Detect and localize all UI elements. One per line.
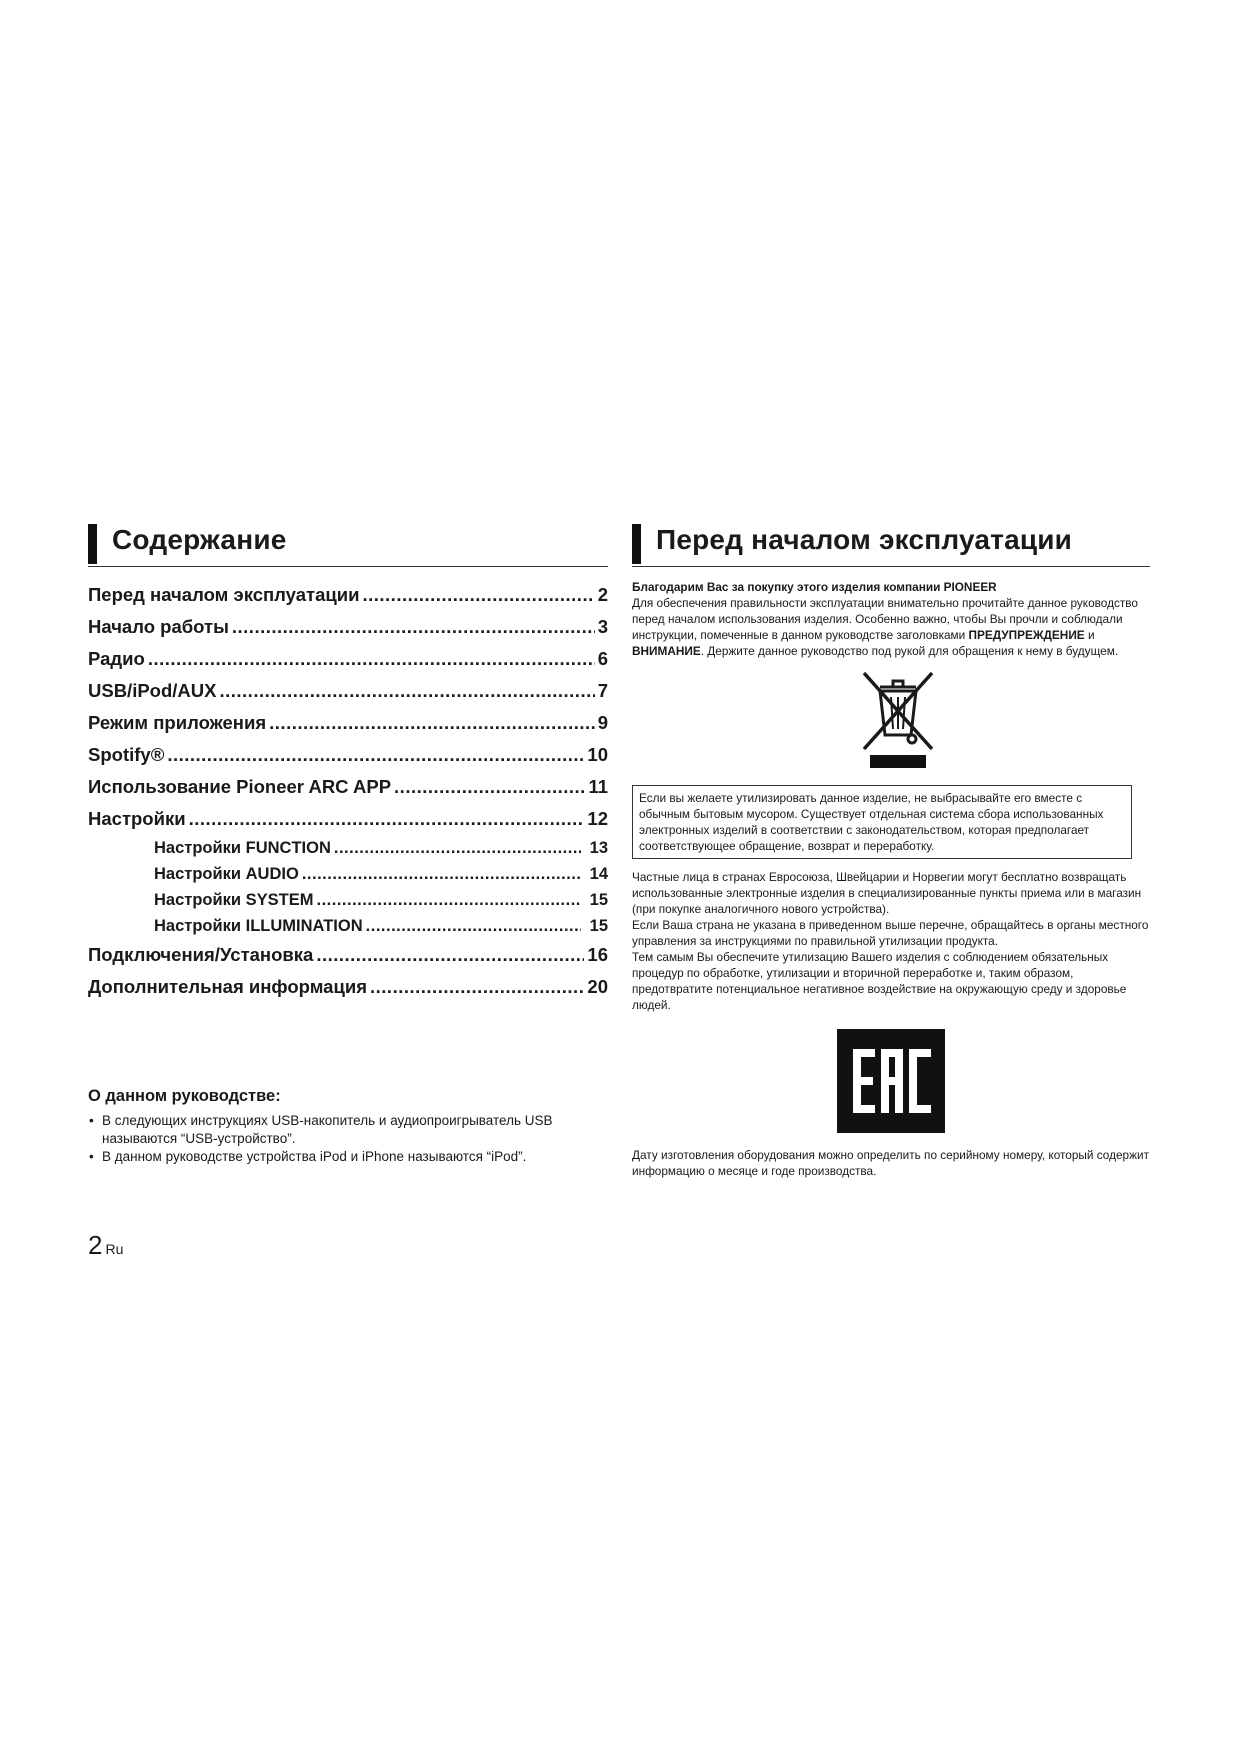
right-column — [632, 522, 1150, 1179]
about-manual-bullet: • В данном руководстве устройства iPod и iPhone называются “iPod”. — [88, 1148, 608, 1166]
toc-entry[interactable] — [88, 611, 608, 643]
toc-leader-dots — [394, 771, 585, 803]
toc-leader-dots — [269, 707, 595, 739]
toc-leader-dots — [316, 939, 584, 971]
toc-subentry[interactable] — [88, 913, 608, 939]
and-word: и — [1087, 628, 1095, 642]
toc-subentry-label: Настройки SYSTEM — [154, 891, 314, 909]
toc-entry[interactable] — [88, 675, 608, 707]
toc-entry-label: Подключения/Установка — [88, 944, 314, 965]
toc-entry[interactable] — [88, 707, 608, 739]
private-text-1: Частные лица в странах Евросоюза, Швейцарии и Норвегии могут бесплатно возвращать использованные электронные изделия в специализированные пункты приема или в магазин (при покупке аналогичного нового устройства). — [632, 870, 1142, 916]
page-number-value: 2 — [88, 1230, 103, 1260]
section-marker-bar — [88, 524, 97, 564]
toc-entry[interactable] — [88, 643, 608, 675]
intro-text-1: Для обеспечения правильности эксплуатации внимательно прочитайте данное руководство перед началом использования изделия. Особенно важно, чтобы Вы прочли и соблюдали инструкции, помеченные в данном руководстве заголовками — [632, 596, 1138, 642]
toc-subentry-label: Настройки AUDIO — [154, 865, 299, 883]
toc-subentry-page: 15 — [589, 917, 608, 935]
toc-heading: Содержание — [112, 524, 287, 555]
table-of-contents — [88, 579, 608, 1003]
toc-entry[interactable] — [88, 739, 608, 771]
toc-leader-dots — [189, 803, 585, 835]
toc-entry[interactable] — [88, 771, 608, 803]
toc-entry[interactable] — [88, 939, 608, 971]
toc-section-header — [88, 522, 608, 567]
toc-entry-label: Дополнительная информация — [88, 976, 368, 997]
eac-logo-icon — [837, 1029, 945, 1133]
toc-leader-dots — [334, 835, 581, 861]
toc-leader-dots — [167, 739, 584, 771]
toc-entry-page: 16 — [587, 944, 608, 965]
toc-entry-page: 20 — [587, 976, 608, 997]
toc-leader-dots — [316, 887, 580, 913]
toc-entry-label: Перед началом эксплуатации — [88, 584, 360, 605]
about-manual-bullet: • В следующих инструкциях USB-накопитель и аудиопроигрыватель USB называются “USB-устройство”. — [88, 1112, 608, 1148]
toc-leader-dots — [232, 611, 595, 643]
eac-mark-area — [632, 1029, 1150, 1143]
toc-subentry-label: Настройки FUNCTION — [154, 839, 331, 857]
toc-entry-label: Настройки — [88, 808, 186, 829]
toc-subentry[interactable] — [88, 861, 608, 887]
toc-subentry[interactable] — [88, 887, 608, 913]
toc-leader-dots — [148, 643, 595, 675]
toc-entry-label: Режим приложения — [88, 712, 267, 733]
manufacture-date-note: Дату изготовления оборудования можно определить по серийному номеру, который содержит информацию о месяце и годе производства. — [632, 1148, 1149, 1178]
crossed-bin-icon — [860, 669, 936, 769]
toc-leader-dots — [370, 971, 584, 1003]
weee-symbol-area — [632, 665, 1150, 771]
toc-leader-dots — [302, 861, 581, 887]
section-marker-bar — [632, 524, 641, 564]
toc-subentry-page: 15 — [589, 891, 608, 909]
before-use-section-header — [632, 522, 1150, 567]
toc-entry-label: Начало работы — [88, 616, 229, 637]
private-text-2: Если Ваша страна не указана в приведенном выше перечне, обращайтесь в органы местного управления за инструкциями по правильной утилизации продукта. — [632, 918, 1149, 948]
caution-word: ВНИМАНИЕ — [632, 644, 701, 658]
toc-entry[interactable] — [88, 803, 608, 835]
intro-text-2: . Держите данное руководство под рукой для обращения к нему в будущем. — [700, 644, 1119, 658]
toc-entry-page: 3 — [597, 616, 608, 637]
private-persons-paragraph — [632, 869, 1150, 1013]
toc-entry-page: 6 — [597, 648, 608, 669]
toc-entry-label: Использование Pioneer ARC APP — [88, 776, 392, 797]
toc-subentry-label: Настройки ILLUMINATION — [154, 917, 363, 935]
toc-entry-page: 10 — [587, 744, 608, 765]
toc-entry-page: 2 — [597, 584, 608, 605]
private-text-3: Тем самым Вы обеспечите утилизацию Вашего изделия с соблюдением обязательных процедур по обработке, утилизации и вторичной переработке и, таким образом, предотвратите потенциальное негативное воздействие на окружающую среду и здоровье людей. — [632, 950, 1127, 1012]
left-column — [88, 522, 608, 1166]
toc-entry-label: USB/iPod/AUX — [88, 680, 217, 701]
about-manual-heading: О данном руководстве: — [88, 1087, 281, 1105]
toc-entry[interactable] — [88, 579, 608, 611]
toc-entry-label: Радио — [88, 648, 145, 669]
toc-entry-page: 12 — [587, 808, 608, 829]
toc-entry-page: 9 — [597, 712, 608, 733]
toc-entry-label: Spotify® — [88, 744, 165, 765]
before-use-heading: Перед началом эксплуатации — [656, 524, 1073, 555]
toc-leader-dots — [366, 913, 581, 939]
page-number — [88, 1230, 123, 1261]
intro-paragraph — [632, 579, 1150, 659]
toc-entry-page: 11 — [588, 776, 608, 797]
about-manual-list — [88, 1112, 608, 1166]
toc-entry[interactable] — [88, 971, 608, 1003]
toc-subentry[interactable] — [88, 835, 608, 861]
intro-lead: Благодарим Вас за покупку этого изделия компании PIONEER — [632, 580, 997, 594]
toc-entry-page: 7 — [597, 680, 608, 701]
disposal-notice-box: Если вы желаете утилизировать данное изделие, не выбрасывайте его вместе с обычным бытовым мусором. Существует отдельная система сбора использованных электронных изделий в соответствии с законодательством, которая предполагает соответствующее обращение, возврат и переработку. — [632, 785, 1132, 859]
toc-leader-dots — [219, 675, 594, 707]
intro-body — [632, 595, 1150, 659]
warning-word: ПРЕДУПРЕЖДЕНИЕ — [968, 628, 1085, 642]
page-language: Ru — [105, 1241, 124, 1257]
toc-subentry-page: 13 — [589, 839, 608, 857]
toc-subentry-page: 14 — [589, 865, 608, 883]
toc-leader-dots — [362, 579, 594, 611]
